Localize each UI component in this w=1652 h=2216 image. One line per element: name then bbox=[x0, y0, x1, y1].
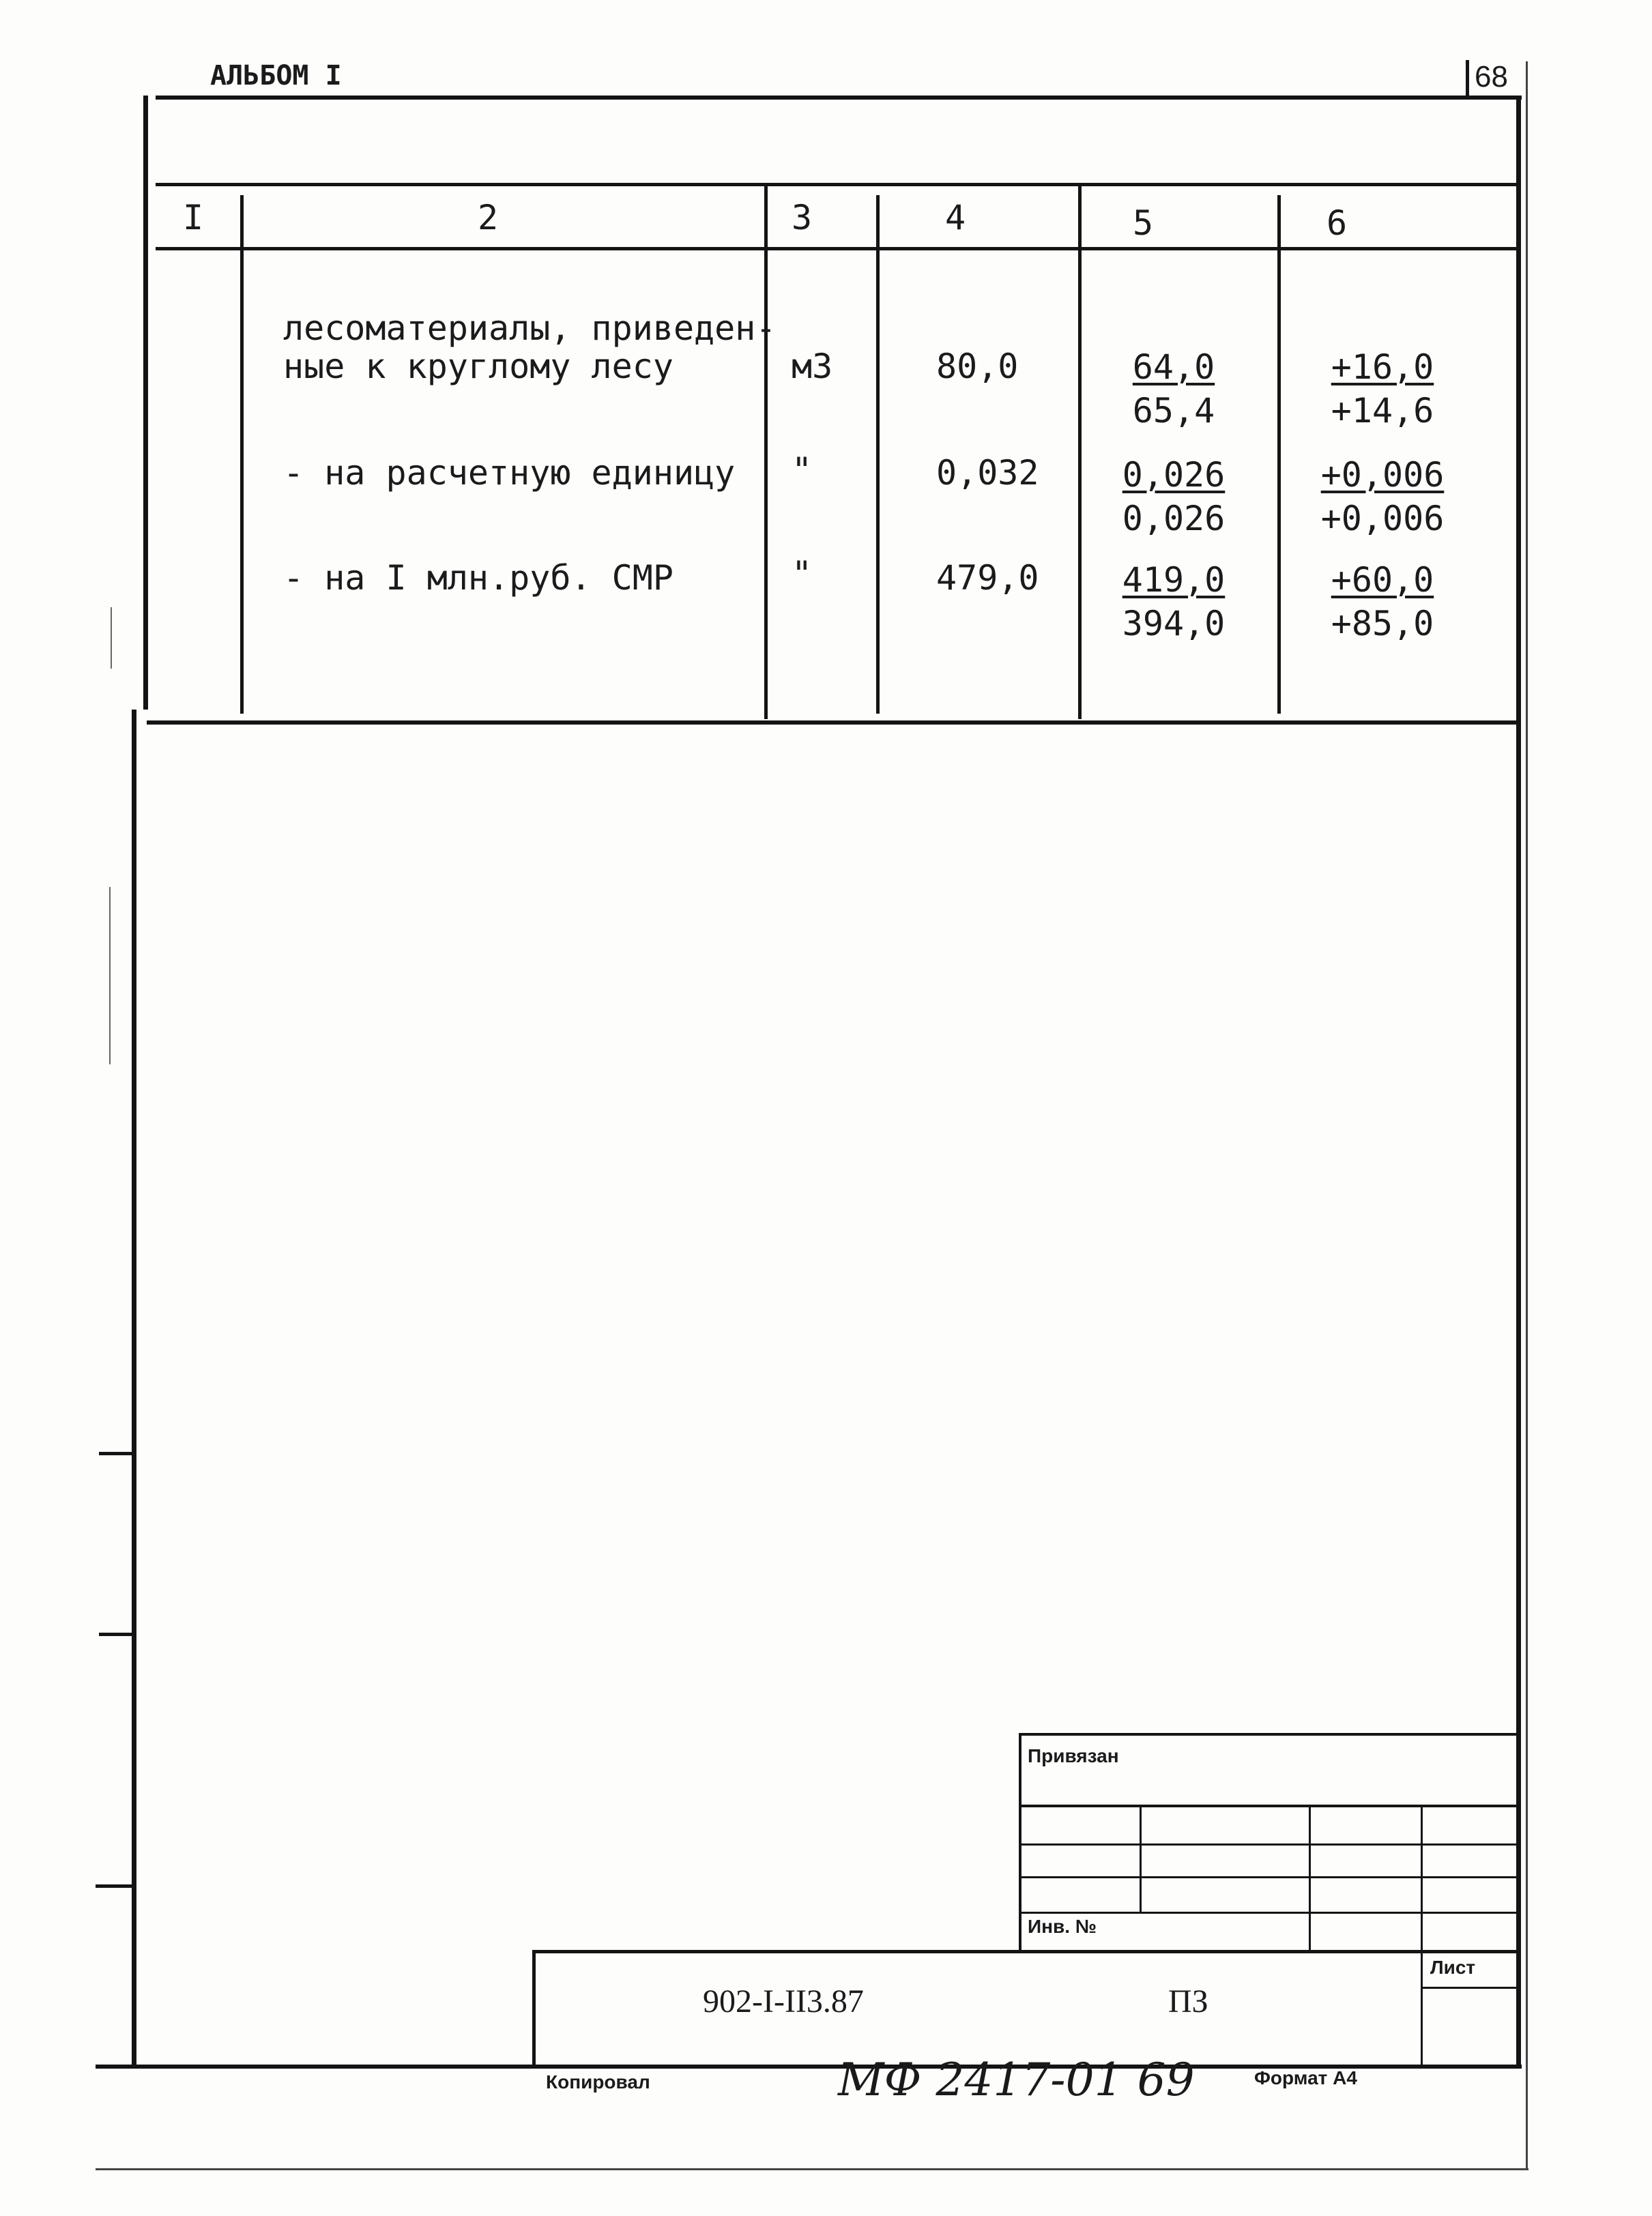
row2-col6-fraction bbox=[1307, 453, 1458, 540]
row1-unit: м3 bbox=[792, 347, 833, 386]
stamp-line bbox=[532, 1950, 536, 2067]
margin-mark bbox=[99, 1633, 136, 1636]
page-edge-right bbox=[1526, 61, 1528, 2170]
stamp-inv-no: Инв. № bbox=[1028, 1916, 1097, 1937]
album-label: АЛЬБОМ I bbox=[210, 60, 342, 91]
row3-name: - на I млн.руб. СМР bbox=[283, 558, 673, 598]
row2-col6-bottom: +0,006 bbox=[1320, 499, 1445, 538]
footer-handwritten-number: МФ 2417-01 69 bbox=[838, 2054, 1195, 2106]
margin-mark bbox=[96, 1884, 135, 1888]
table-header-bottom-line bbox=[156, 247, 1517, 250]
col-header-2: 2 bbox=[478, 198, 499, 237]
col-separator-1 bbox=[240, 195, 244, 714]
stamp-line bbox=[1422, 1987, 1517, 1989]
frame-top-line bbox=[156, 96, 1522, 100]
stamp-line bbox=[1140, 1806, 1142, 1912]
row1-col6-top: +16,0 bbox=[1331, 347, 1434, 387]
page-number-box bbox=[1466, 60, 1518, 98]
row2-col5-bottom: 0,026 bbox=[1122, 499, 1226, 538]
row3-col6-bottom: +85,0 bbox=[1331, 604, 1434, 643]
stamp-line bbox=[1309, 1806, 1311, 1953]
stamp-line bbox=[1019, 1733, 1021, 1953]
col-separator-5 bbox=[1277, 195, 1281, 714]
col-separator-2 bbox=[764, 186, 768, 719]
stamp-line bbox=[1020, 1843, 1517, 1846]
row1-name-line1: лесоматериалы, приведен- bbox=[283, 308, 777, 348]
row1-col5-top: 64,0 bbox=[1132, 347, 1215, 387]
row3-col5-top: 419,0 bbox=[1122, 560, 1226, 600]
row3-value-col4: 479,0 bbox=[936, 558, 1039, 598]
row3-unit: " bbox=[792, 554, 813, 594]
page-number: 68 bbox=[1475, 60, 1508, 93]
row3-col6-top: +60,0 bbox=[1331, 560, 1434, 600]
row2-value-col4: 0,032 bbox=[936, 453, 1039, 493]
frame-left-line-lower bbox=[132, 710, 136, 2067]
stamp-line bbox=[1020, 1805, 1517, 1807]
row3-col5-bottom: 394,0 bbox=[1122, 604, 1226, 643]
frame-left-line-upper bbox=[143, 96, 148, 710]
col-separator-3 bbox=[876, 195, 880, 714]
col-header-3: 3 bbox=[792, 198, 813, 237]
row2-col6-top: +0,006 bbox=[1320, 455, 1445, 495]
row1-col6-bottom: +14,6 bbox=[1331, 391, 1434, 431]
stamp-section: ПЗ bbox=[1168, 1983, 1208, 2020]
row3-col6-fraction bbox=[1307, 558, 1458, 645]
row1-col5-bottom: 65,4 bbox=[1132, 391, 1215, 431]
table-header-top-line bbox=[156, 183, 1517, 186]
stamp-list-label: Лист bbox=[1430, 1957, 1476, 1978]
row1-value-col4: 80,0 bbox=[936, 347, 1019, 386]
col-header-1: I bbox=[183, 198, 204, 237]
row1-col6-fraction bbox=[1307, 345, 1458, 433]
row2-unit: " bbox=[792, 450, 813, 490]
footer-format: Формат А4 bbox=[1254, 2067, 1357, 2088]
col-header-4: 4 bbox=[945, 198, 966, 237]
row2-name: - на расчетную единицу bbox=[283, 453, 736, 493]
page-edge-bottom bbox=[96, 2168, 1528, 2170]
row1-name-line2: ные к круглому лесу bbox=[283, 347, 673, 386]
row2-col5-fraction bbox=[1099, 453, 1249, 540]
stamp-line bbox=[1020, 1876, 1517, 1878]
row2-col5-top: 0,026 bbox=[1122, 455, 1226, 495]
col-separator-4 bbox=[1078, 186, 1082, 719]
frame-right-line bbox=[1516, 96, 1521, 2069]
footer-kopiroval: Копировал bbox=[546, 2071, 650, 2093]
margin-tick bbox=[111, 607, 112, 669]
stamp-line bbox=[1020, 1733, 1517, 1736]
row3-col5-fraction bbox=[1099, 558, 1249, 645]
margin-mark bbox=[99, 1452, 136, 1455]
col-header-6: 6 bbox=[1327, 203, 1348, 243]
row1-col5-fraction bbox=[1099, 345, 1249, 433]
margin-tick bbox=[109, 887, 111, 1064]
stamp-line bbox=[534, 1950, 1517, 1953]
stamp-line bbox=[1020, 1912, 1517, 1914]
stamp-doc-code: 902-I-II3.87 bbox=[703, 1983, 864, 2020]
col-header-5: 5 bbox=[1133, 203, 1154, 243]
table-bottom-line bbox=[147, 720, 1517, 725]
stamp-privyazan: Привязан bbox=[1028, 1745, 1119, 1766]
stamp-line bbox=[1421, 1806, 1423, 2067]
